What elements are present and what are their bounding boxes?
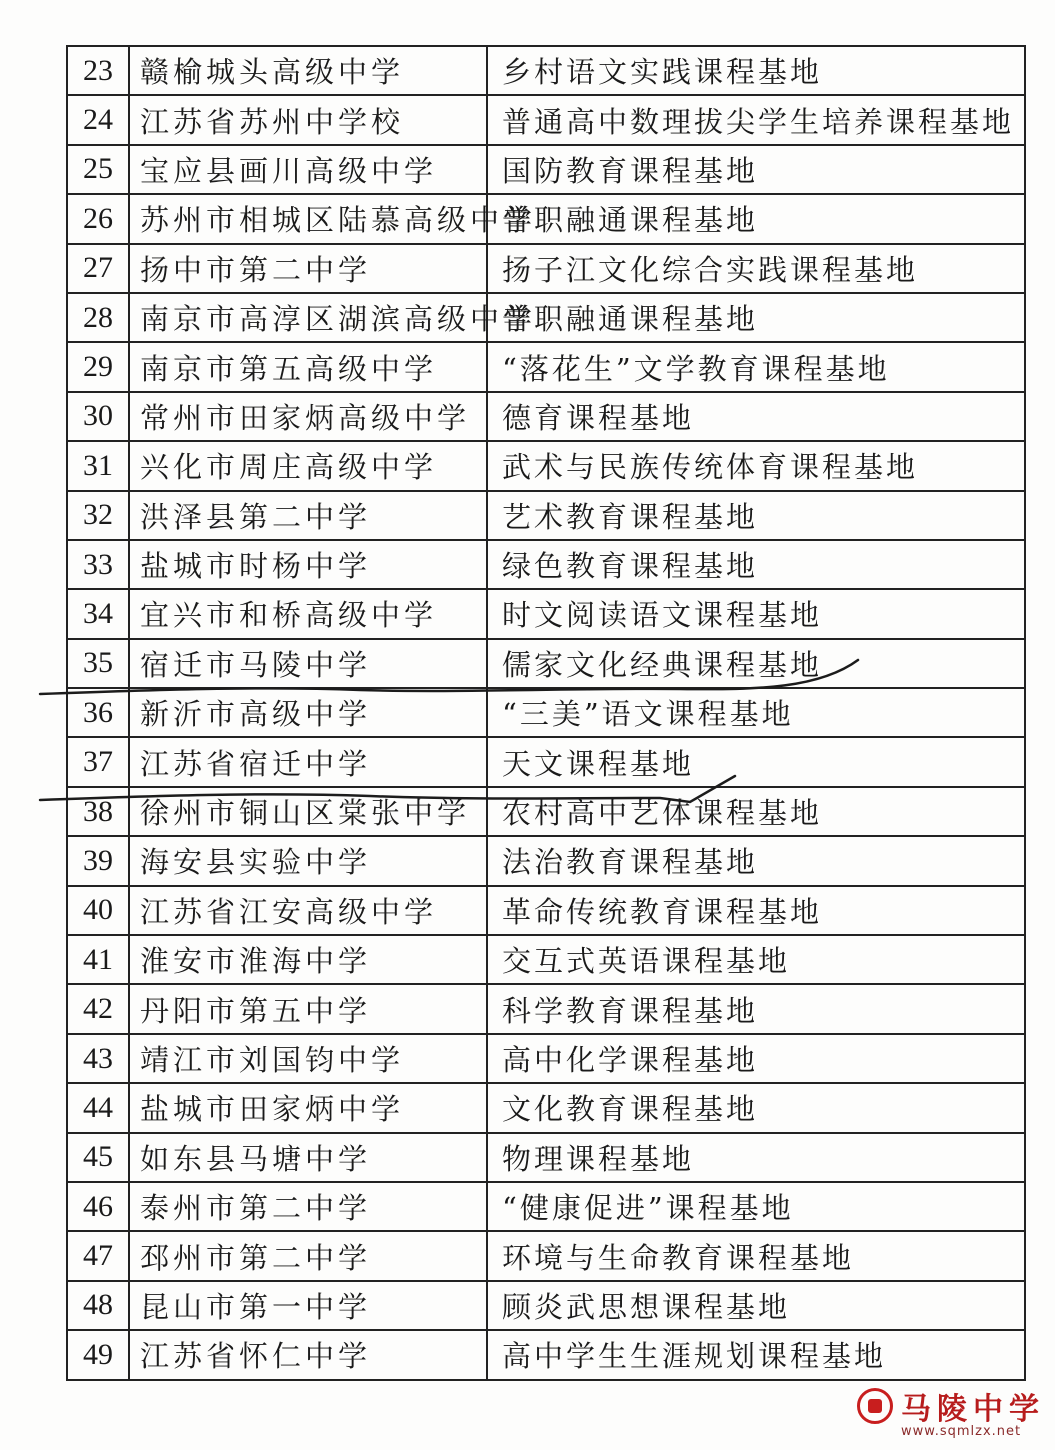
course-base-name: 顾炎武思想课程基地 [487,1281,1025,1330]
school-name: 洪泽县第二中学 [129,491,487,540]
table-row [67,95,1025,144]
course-base-name: 革命传统教育课程基地 [487,886,1025,935]
school-name: 兴化市周庄高级中学 [129,441,487,490]
table-row [67,984,1025,1033]
course-base-name: 德育课程基地 [487,392,1025,441]
school-name: 江苏省宿迁中学 [129,737,487,786]
school-name: 靖江市刘国钧中学 [129,1034,487,1083]
table-row [67,145,1025,194]
table-row [67,836,1025,885]
table-row [67,1083,1025,1132]
table-row [67,1281,1025,1330]
table-row [67,688,1025,737]
school-name: 江苏省怀仁中学 [129,1330,487,1379]
school-name: 徐州市铜山区棠张中学 [129,787,487,836]
table-row [67,935,1025,984]
row-number: 26 [67,194,129,243]
course-base-name: “落花生”文学教育课程基地 [487,342,1025,391]
row-number: 42 [67,984,129,1033]
table-row [67,1231,1025,1280]
row-number: 40 [67,886,129,935]
table-row [67,737,1025,786]
row-number: 44 [67,1083,129,1132]
course-base-name: 天文课程基地 [487,737,1025,786]
course-base-name: 绿色教育课程基地 [487,540,1025,589]
table-row [67,392,1025,441]
row-number: 46 [67,1182,129,1231]
school-name: 扬中市第二中学 [129,244,487,293]
row-number: 24 [67,95,129,144]
course-base-name: 普职融通课程基地 [487,194,1025,243]
table-row [67,244,1025,293]
row-number: 27 [67,244,129,293]
course-base-table [66,45,1026,1381]
seal-icon [857,1388,893,1424]
course-base-name: “健康促进”课程基地 [487,1182,1025,1231]
row-number: 39 [67,836,129,885]
table-row [67,1182,1025,1231]
course-base-name: 交互式英语课程基地 [487,935,1025,984]
row-number: 41 [67,935,129,984]
school-name: 南京市高淳区湖滨高级中学 [129,293,487,342]
row-number: 34 [67,589,129,638]
table-row [67,342,1025,391]
table-row [67,194,1025,243]
watermark-url: www.sqmlzx.net [901,1424,1022,1439]
row-number: 29 [67,342,129,391]
course-base-name: 时文阅读语文课程基地 [487,589,1025,638]
row-number: 32 [67,491,129,540]
table-row [67,886,1025,935]
watermark-name: 马陵中学 [901,1392,1045,1427]
row-number: 49 [67,1330,129,1379]
course-base-name: 文化教育课程基地 [487,1083,1025,1132]
table-row [67,1034,1025,1083]
row-number: 43 [67,1034,129,1083]
table-row [67,293,1025,342]
school-name: 海安县实验中学 [129,836,487,885]
school-name: 新沂市高级中学 [129,688,487,737]
school-name: 盐城市田家炳中学 [129,1083,487,1132]
row-number: 25 [67,145,129,194]
table-row [67,491,1025,540]
school-name: 赣榆城头高级中学 [129,46,487,95]
course-base-name: 农村高中艺体课程基地 [487,787,1025,836]
course-base-name: 儒家文化经典课程基地 [487,639,1025,688]
course-base-name: “三美”语文课程基地 [487,688,1025,737]
row-number: 45 [67,1133,129,1182]
course-base-name: 国防教育课程基地 [487,145,1025,194]
school-name: 泰州市第二中学 [129,1182,487,1231]
row-number: 33 [67,540,129,589]
course-base-name: 高中化学课程基地 [487,1034,1025,1083]
table-row [67,540,1025,589]
table-row [67,639,1025,688]
row-number: 36 [67,688,129,737]
row-number: 35 [67,639,129,688]
school-name: 丹阳市第五中学 [129,984,487,1033]
row-number: 23 [67,46,129,95]
school-name: 如东县马塘中学 [129,1133,487,1182]
table-row [67,1133,1025,1182]
course-base-name: 武术与民族传统体育课程基地 [487,441,1025,490]
school-name: 宜兴市和桥高级中学 [129,589,487,638]
course-base-name: 艺术教育课程基地 [487,491,1025,540]
school-name: 江苏省江安高级中学 [129,886,487,935]
course-base-name: 普职融通课程基地 [487,293,1025,342]
table-row [67,589,1025,638]
course-base-name: 乡村语文实践课程基地 [487,46,1025,95]
table-row [67,1330,1025,1379]
school-name: 南京市第五高级中学 [129,342,487,391]
table-body [67,46,1025,1380]
table-row [67,46,1025,95]
row-number: 30 [67,392,129,441]
course-base-name: 环境与生命教育课程基地 [487,1231,1025,1280]
school-name: 昆山市第一中学 [129,1281,487,1330]
course-base-name: 扬子江文化综合实践课程基地 [487,244,1025,293]
school-name: 江苏省苏州中学校 [129,95,487,144]
school-name: 淮安市淮海中学 [129,935,487,984]
course-base-name: 物理课程基地 [487,1133,1025,1182]
row-number: 48 [67,1281,129,1330]
course-base-name: 普通高中数理拔尖学生培养课程基地 [487,95,1025,144]
school-name: 宿迁市马陵中学 [129,639,487,688]
school-name: 常州市田家炳高级中学 [129,392,487,441]
table-row [67,441,1025,490]
row-number: 38 [67,787,129,836]
course-base-name: 高中学生生涯规划课程基地 [487,1330,1025,1379]
row-number: 31 [67,441,129,490]
school-name: 盐城市时杨中学 [129,540,487,589]
school-name: 苏州市相城区陆慕高级中学 [129,194,487,243]
table-row [67,787,1025,836]
school-name: 邳州市第二中学 [129,1231,487,1280]
site-watermark [857,1384,1047,1444]
row-number: 37 [67,737,129,786]
school-name: 宝应县画川高级中学 [129,145,487,194]
course-base-name: 科学教育课程基地 [487,984,1025,1033]
row-number: 47 [67,1231,129,1280]
row-number: 28 [67,293,129,342]
course-base-name: 法治教育课程基地 [487,836,1025,885]
